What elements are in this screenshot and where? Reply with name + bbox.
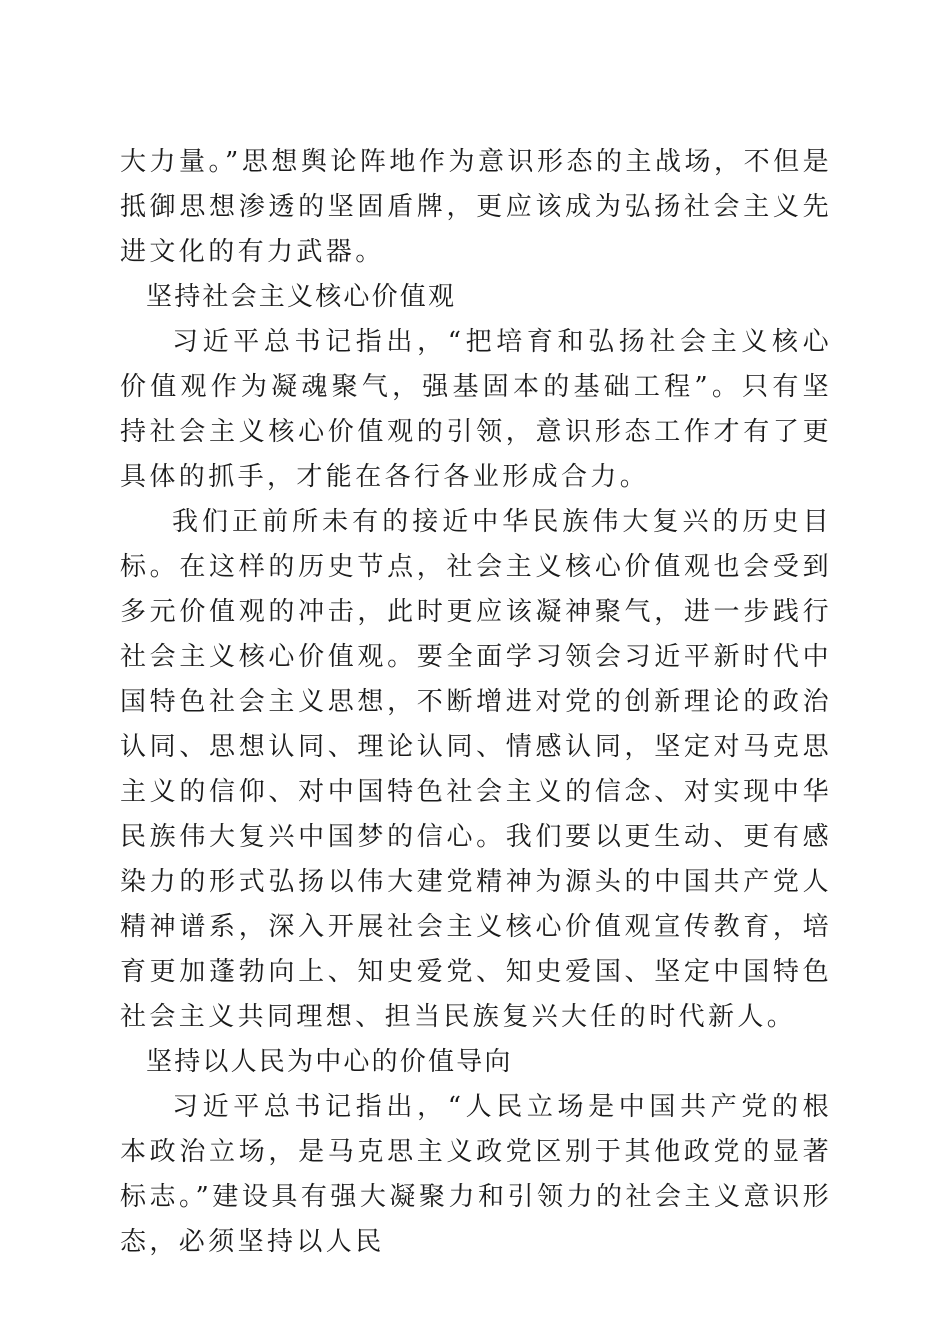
paragraph-continued: 大力量。”思想舆论阵地作为意识形态的主战场，不但是抵御思想渗透的坚固盾牌，更应该成为弘扬社会主义先进文化的有力武器。 [120,147,832,267]
paragraph: 我们正前所未有的接近中华民族伟大复兴的历史目标。在这样的历史节点，社会主义核心价值观也会受到多元价值观的冲击，此时更应该凝神聚气，进一步践行社会主义核心价值观。要全面学习领会习近平新时代中国特色社会主义思想，不断增进对党的创新理论的政治认同、思想认同、理论认同、情感认同，坚定对马克思主义的信仰、对中国特色社会主义的信念、对实现中华民族伟大复兴中国梦的信心。我们要以更生动、更有感染力的形式弘扬以伟大建党精神为源头的中国共产党人精神谱系，深入开展社会主义核心价值观宣传教育，培育更加蓬勃向上、知史爱党、知史爱国、坚定中国特色社会主义共同理想、担当民族复兴大任的时代新人。 [120,507,832,1032]
paragraph: 习近平总书记指出，“把培育和弘扬社会主义核心价值观作为凝魂聚气，强基固本的基础工程”。只有坚持社会主义核心价值观的引领，意识形态工作才有了更具体的抓手，才能在各行各业形成合力。 [120,327,832,492]
section-heading-core-values: 坚持社会主义核心价值观 [146,282,457,312]
section-heading-people-centered: 坚持以人民为中心的价值导向 [146,1047,513,1077]
paragraph: 习近平总书记指出，“人民立场是中国共产党的根本政治立场，是马克思主义政党区别于其他政党的显著标志。”建设具有强大凝聚力和引领力的社会主义意识形态，必须坚持以人民 [120,1092,832,1257]
document-body [120,140,832,1265]
